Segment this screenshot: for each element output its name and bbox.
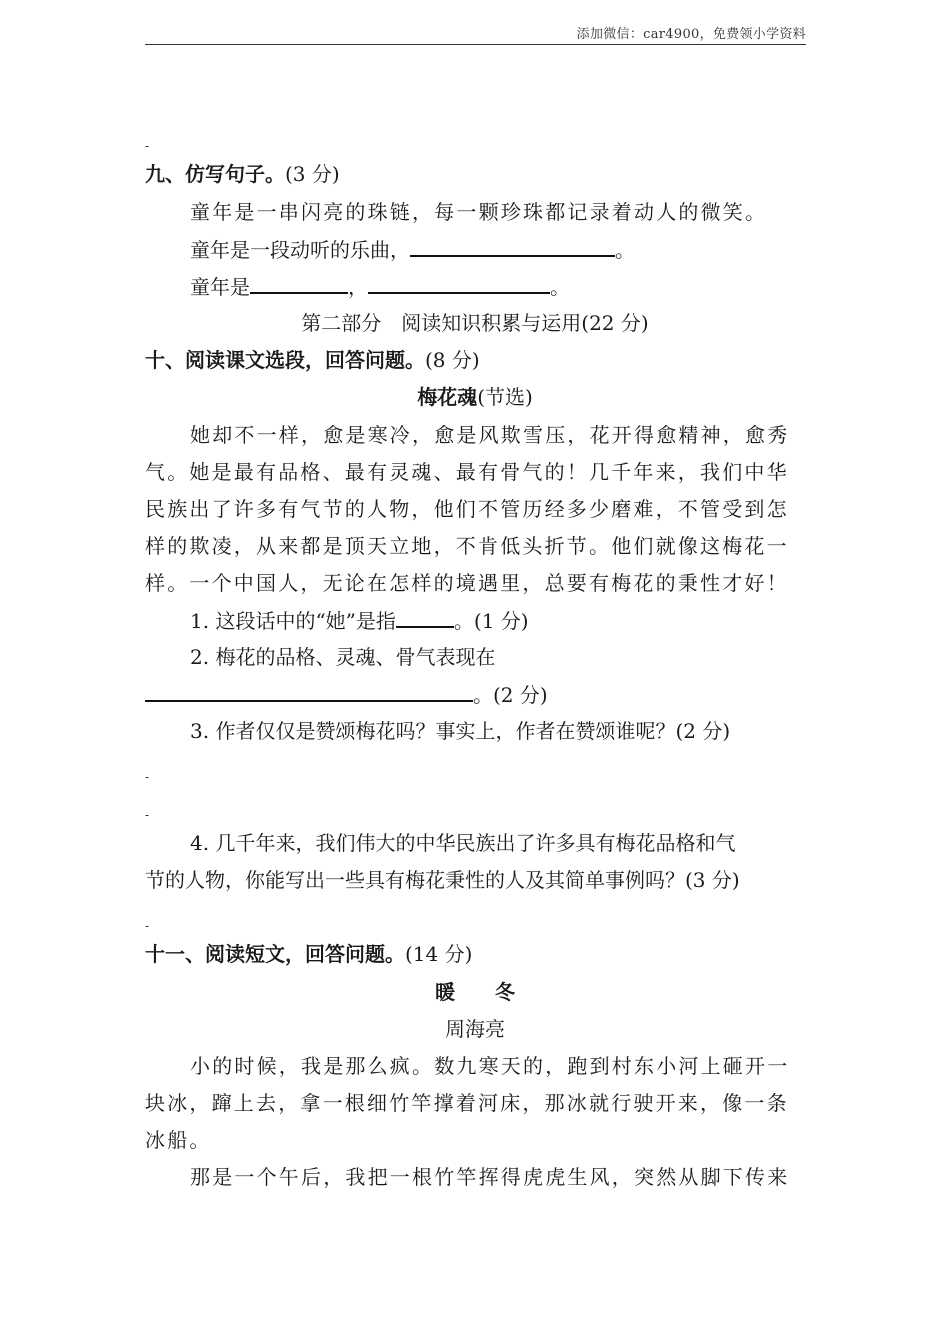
q10-item2-answer	[145, 680, 548, 709]
story-author: 周海亮	[445, 1017, 505, 1041]
q10-title-score: (8 分)	[425, 348, 480, 372]
q10-item2: 2. 梅花的品格、灵魂、骨气表现在	[190, 645, 496, 669]
passage-line: 民族出了许多有气节的人物，他们不管历经多少磨难，不管受到怎	[145, 497, 789, 521]
q10-title	[145, 346, 480, 374]
answer-blank[interactable]	[145, 680, 473, 702]
q9-line2-mid: ，	[348, 275, 368, 299]
answer-blank[interactable]	[368, 272, 550, 294]
q9-line1-prefix: 童年是一段动听的乐曲，	[190, 238, 410, 262]
passage-title	[0, 383, 950, 411]
passage-line: 样的欺凌，从来都是顶天立地，不肯低头折节。他们就像这梅花一	[145, 534, 789, 558]
q11-title-label: 十一、阅读短文，回答问题。	[145, 942, 405, 966]
story-line: 冰船。	[145, 1128, 212, 1152]
passage-line: 她却不一样，愈是寒冷，愈是风欺雪压，花开得愈精神，愈秀	[190, 423, 790, 447]
answer-blank[interactable]	[410, 235, 615, 257]
q9-title-score: (3 分)	[285, 162, 340, 186]
page-header	[145, 22, 806, 45]
q10-item1-suffix: 。(1 分)	[453, 609, 529, 633]
q9-line2-prefix: 童年是	[190, 275, 250, 299]
q10-item1-prefix: 1. 这段话中的“她”是指	[190, 609, 396, 633]
answer-dash: -	[145, 770, 150, 784]
q10-item4-line1: 4. 几千年来，我们伟大的中华民族出了许多具有梅花品格和气	[190, 831, 736, 855]
q9-title	[145, 160, 340, 188]
q11-title	[145, 940, 472, 968]
q9-line2	[190, 272, 570, 301]
passage-line: 气。她是最有品格、最有灵魂、最有骨气的！几千年来，我们中华	[145, 460, 789, 484]
q10-title-label: 十、阅读课文选段，回答问题。	[145, 348, 425, 372]
part2-title: 第二部分 阅读知识积累与运用(22 分)	[301, 311, 649, 335]
q11-title-score: (14 分)	[405, 942, 473, 966]
q10-item4-line2: 节的人物，你能写出一些具有梅花秉性的人及其简单事例吗？(3 分)	[145, 868, 740, 892]
q10-item3: 3. 作者仅仅是赞颂梅花吗？事实上，作者在赞颂谁呢？(2 分)	[190, 719, 731, 743]
q9-line1	[190, 235, 635, 264]
story-line: 块冰，蹿上去，拿一根细竹竿撑着河床，那冰就行驶开来，像一条	[145, 1091, 789, 1115]
story-title: 暖 冬	[435, 980, 515, 1004]
q9-line2-suffix: 。	[550, 275, 570, 299]
q9-title-label: 九、仿写句子。	[145, 162, 285, 186]
answer-blank[interactable]	[250, 272, 348, 294]
answer-dash: -	[145, 919, 150, 933]
answer-blank[interactable]	[396, 606, 454, 628]
answer-dash: -	[145, 808, 150, 822]
passage-title-note: (节选)	[477, 385, 533, 409]
story-line: 小的时候，我是那么疯。数九寒天的，跑到村东小河上砸开一	[190, 1054, 790, 1078]
answer-dash: -	[145, 139, 150, 153]
story-line: 那是一个午后，我把一根竹竿挥得虎虎生风，突然从脚下传来	[190, 1165, 790, 1189]
header-text: 添加微信：car4900，免费领小学资料	[576, 27, 806, 42]
q9-line1-suffix: 。	[615, 238, 635, 262]
q10-item2-suffix: 。(2 分)	[473, 683, 548, 707]
passage-line: 样。一个中国人，无论在怎样的境遇里，总要有梅花的秉性才好！	[145, 571, 789, 595]
q9-example: 童年是一串闪亮的珠链，每一颗珍珠都记录着动人的微笑。	[190, 200, 768, 224]
q10-item1	[190, 606, 529, 635]
passage-title-text: 梅花魂	[417, 385, 478, 409]
